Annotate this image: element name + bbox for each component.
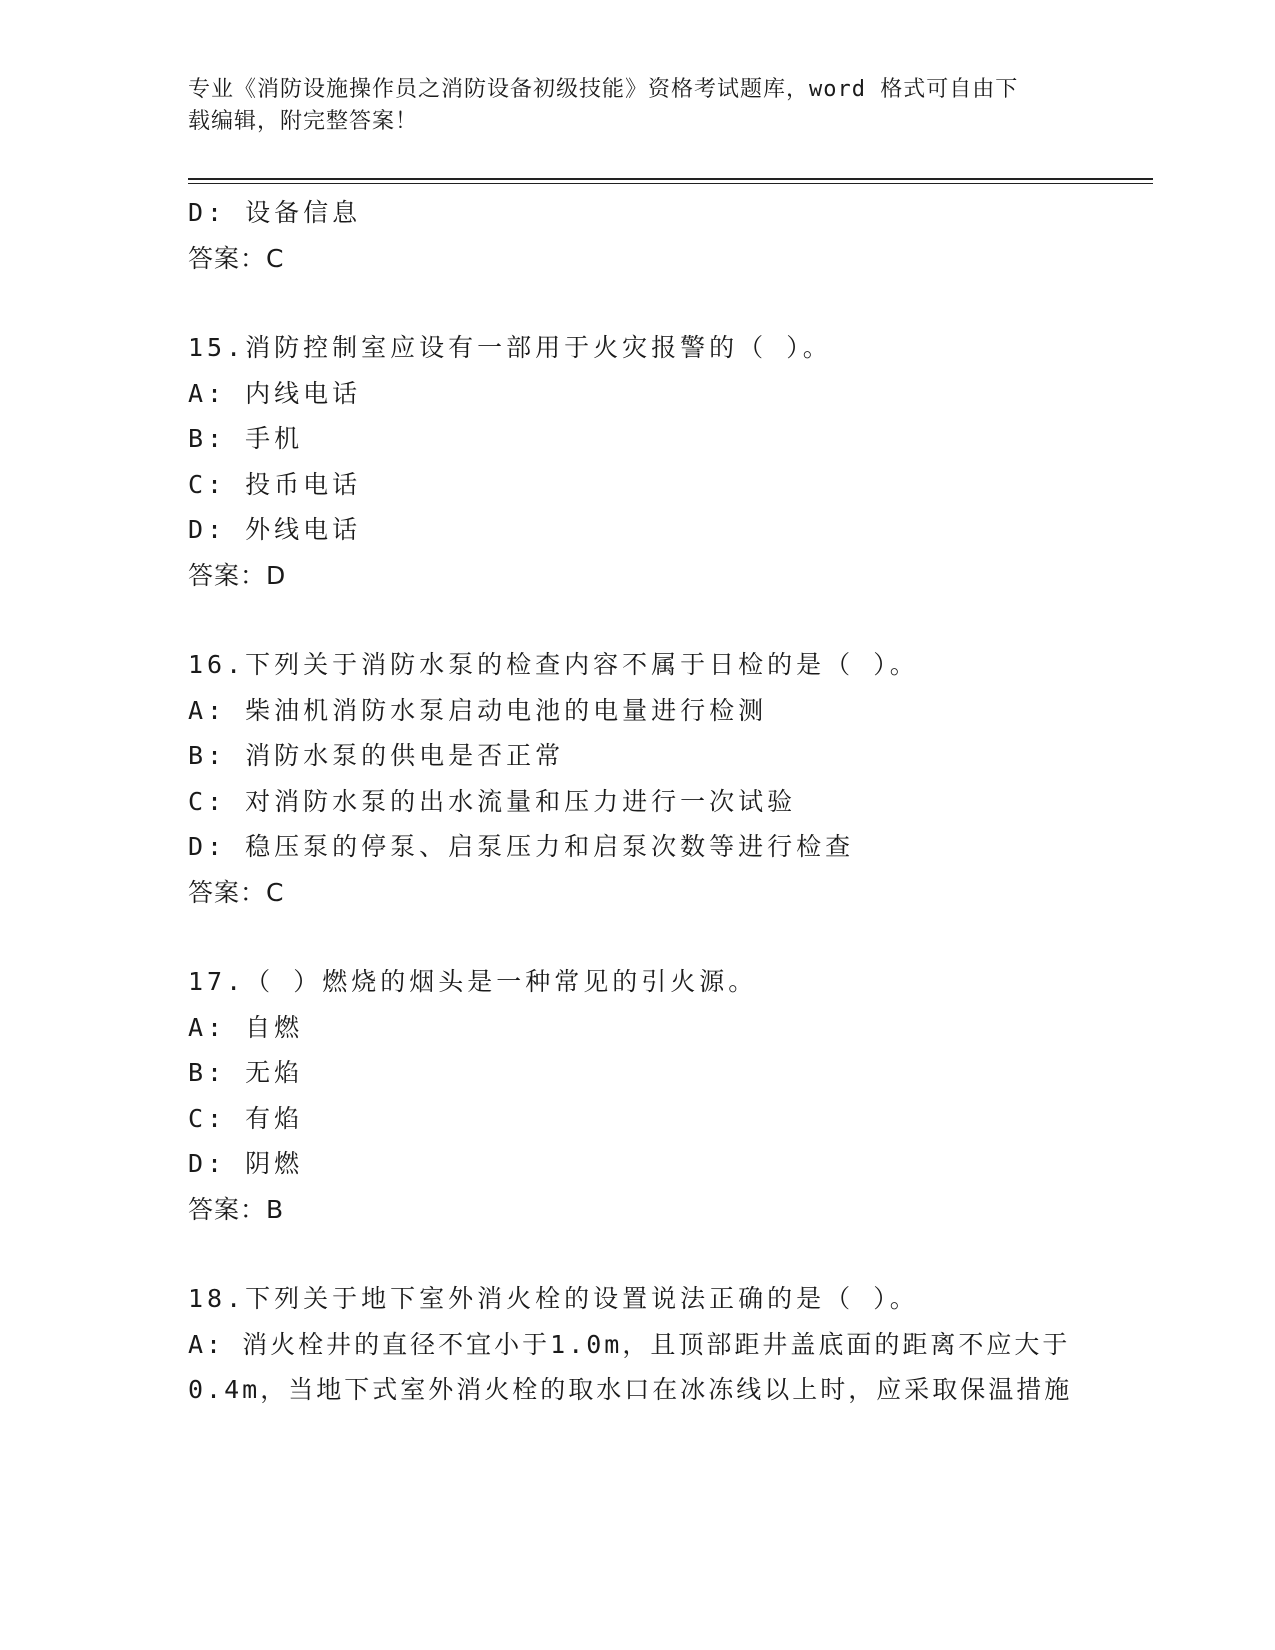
question-16 [188,642,1088,915]
answer-line: 答案：D [188,560,287,590]
question-14-tail [188,190,1088,281]
header-line-1: 专业《消防设施操作员之消防设备初级技能》资格考试题库，word 格式可自由下 [188,77,1019,102]
option-d: D: 设备信息 [188,198,362,227]
question-17 [188,959,1088,1232]
option-a: A: 内线电话 [188,378,362,408]
option-b: B: 手机 [188,424,304,453]
option-a: A: 消火栓井的直径不宜小于1.0m，且顶部距井盖底面的距离不应大于0.4m，当地下式室外消火栓的取水口在冰冻线以上时，应采取保温措施 [188,1329,1073,1404]
option-d: D: 外线电话 [188,515,362,544]
question-stem: 17.（ ）燃烧的烟头是一种常见的引火源。 [188,967,758,996]
option-a: A: 自燃 [188,1012,304,1042]
option-b: B: 无焰 [188,1058,304,1087]
option-c: C: 有焰 [188,1103,304,1133]
header-divider-thick [188,178,1153,180]
spacer [188,598,1088,642]
spacer [188,1232,1088,1276]
document-header [188,74,1088,138]
question-list [188,190,1088,1413]
header-line-2: 载编辑，附完整答案！ [188,109,419,134]
answer-line: 答案：C [188,243,285,273]
spacer [188,281,1088,325]
question-stem: 15.消防控制室应设有一部用于火灾报警的（ ）。 [188,333,832,362]
option-d: D: 稳压泵的停泵、启泵压力和启泵次数等进行检查 [188,832,855,861]
option-c: C: 对消防水泵的出水流量和压力进行一次试验 [188,786,797,816]
answer-line: 答案：C [188,877,285,907]
question-stem: 16.下列关于消防水泵的检查内容不属于日检的是（ ）。 [188,650,919,679]
spacer [188,915,1088,959]
option-d: D: 阴燃 [188,1149,304,1178]
question-18 [188,1276,1088,1413]
answer-line: 答案：B [188,1194,285,1224]
option-b: B: 消防水泵的供电是否正常 [188,741,565,770]
option-c: C: 投币电话 [188,469,362,499]
option-a: A: 柴油机消防水泵启动电池的电量进行检测 [188,695,768,725]
question-15 [188,325,1088,598]
header-divider-thin [188,183,1153,184]
question-stem: 18.下列关于地下室外消火栓的设置说法正确的是（ ）。 [188,1284,919,1313]
